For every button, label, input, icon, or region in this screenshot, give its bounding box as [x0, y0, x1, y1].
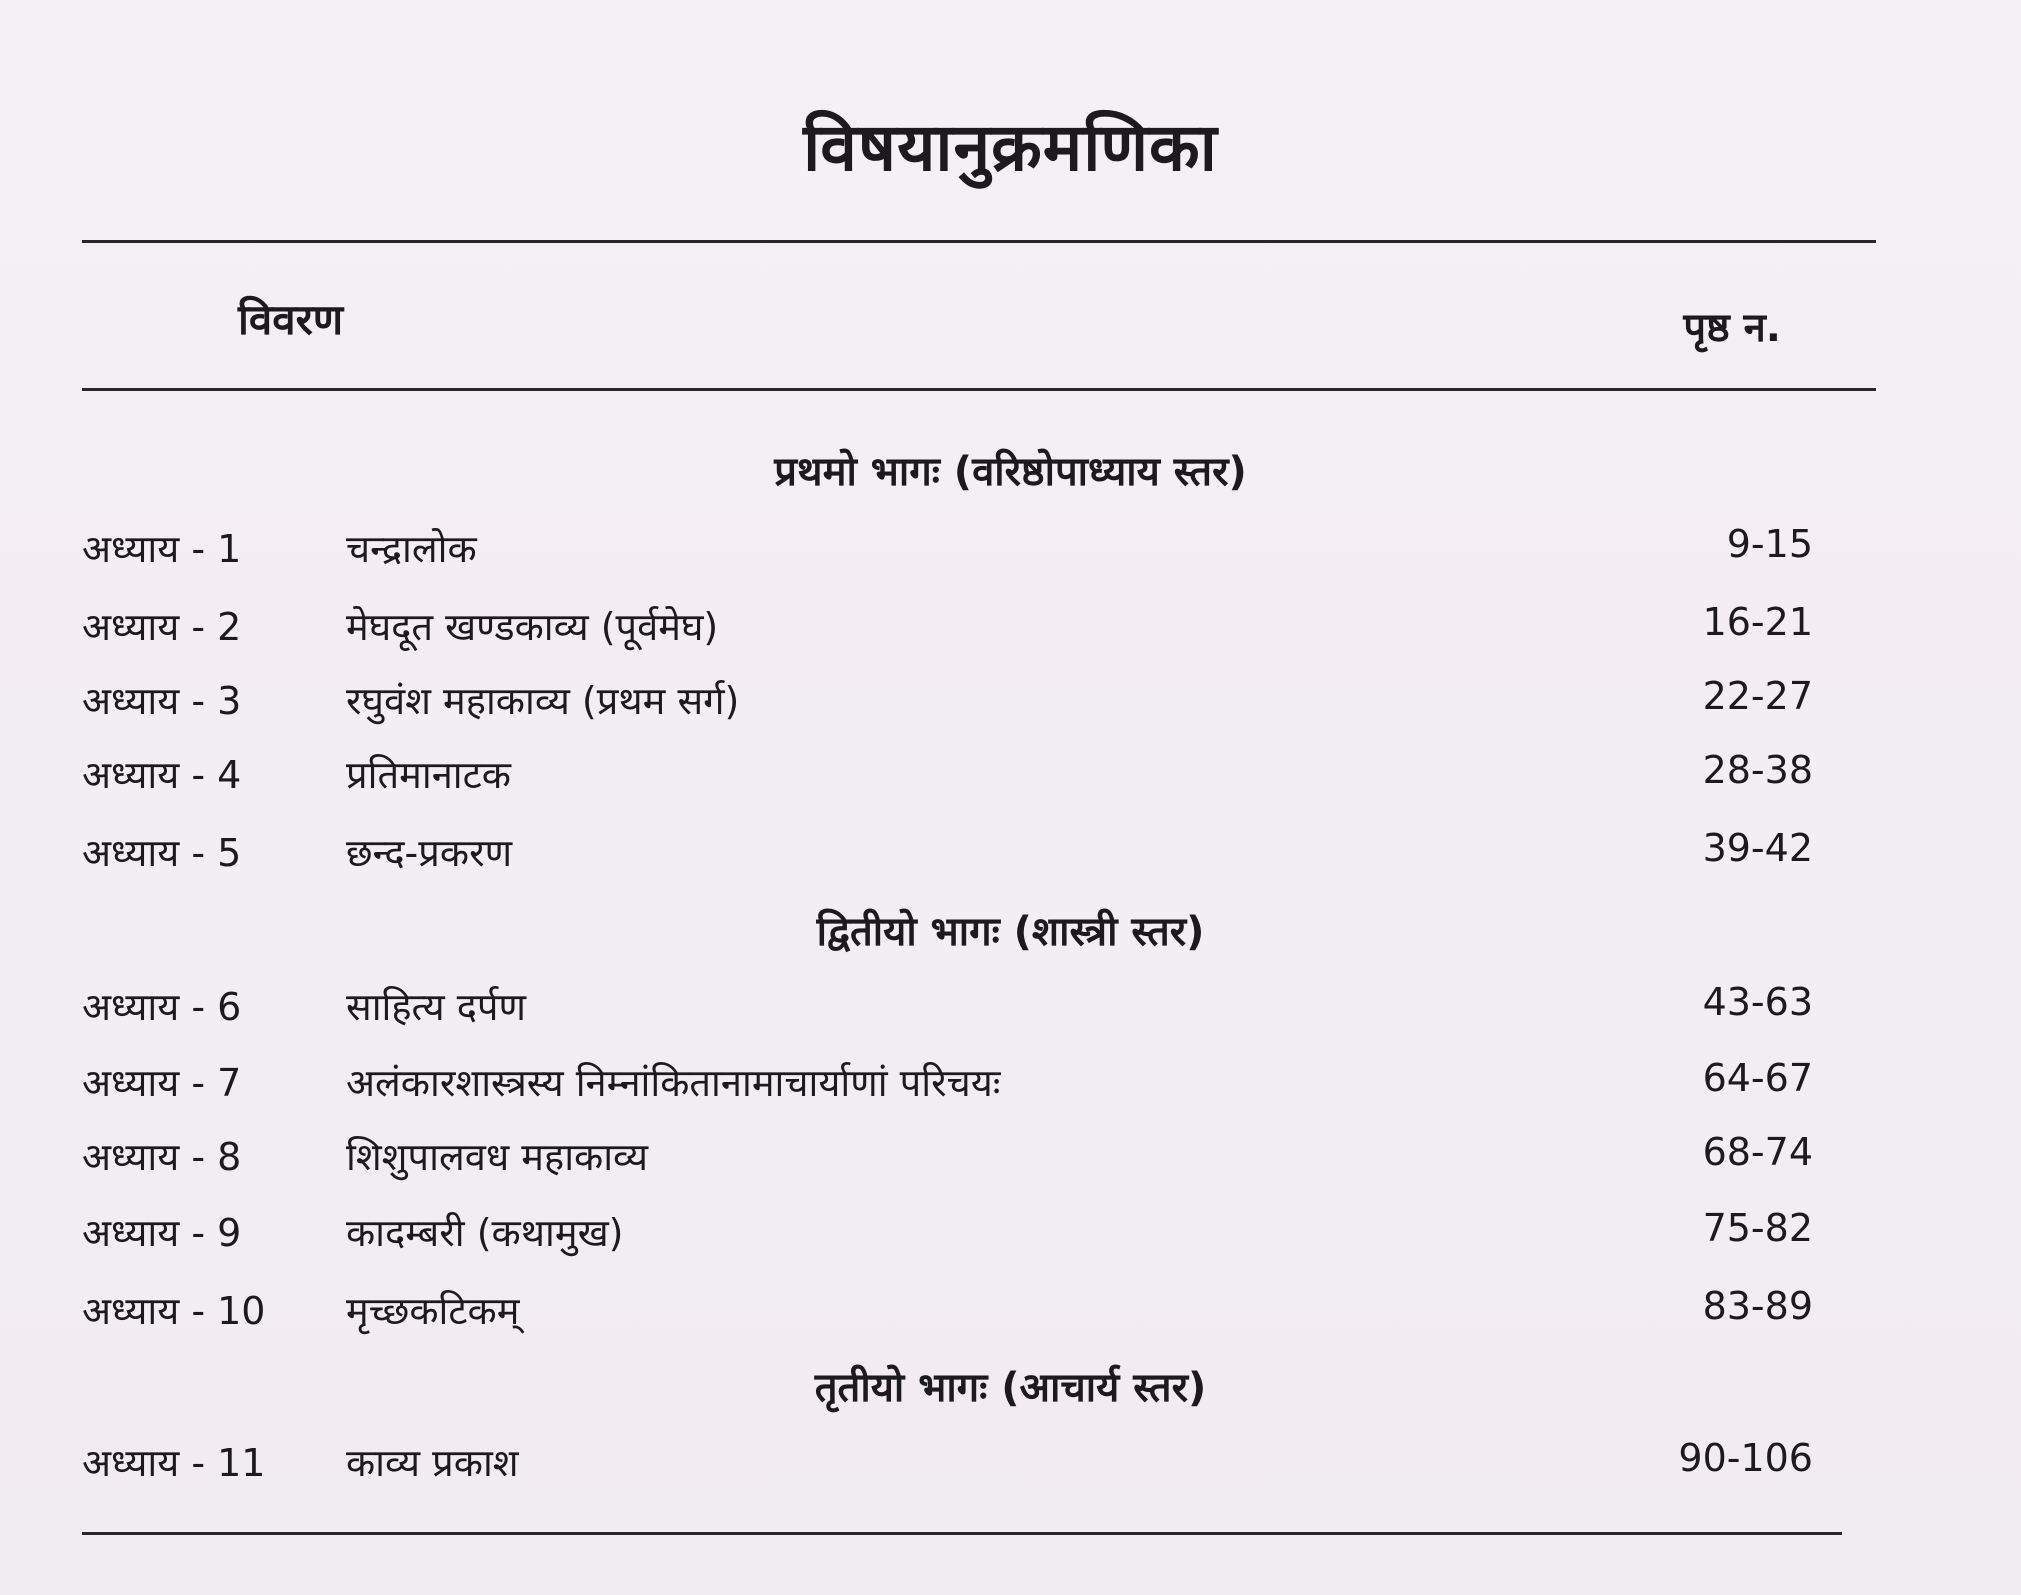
- page-title: विषयानुक्रमणिका: [803, 109, 1218, 186]
- chapter-topic: काव्य प्रकाश: [346, 1441, 519, 1485]
- chapter-topic: साहित्य दर्पण: [346, 985, 526, 1029]
- divider-bottom: [82, 1532, 1842, 1535]
- chapter-number: अध्याय - 7: [82, 1061, 242, 1105]
- chapter-pages: 75-82: [1702, 1206, 1813, 1250]
- chapter-number: अध्याय - 2: [82, 605, 242, 649]
- chapter-pages: 90-106: [1678, 1436, 1813, 1480]
- toc-row[interactable]: [0, 748, 2021, 804]
- chapter-pages: 83-89: [1702, 1284, 1813, 1328]
- chapter-pages: 22-27: [1702, 674, 1813, 718]
- chapter-number: अध्याय - 11: [82, 1441, 266, 1485]
- chapter-pages: 9-15: [1726, 522, 1813, 566]
- chapter-topic: कादम्बरी (कथामुख): [346, 1211, 624, 1255]
- column-header-page: पृष्ठ न.: [1683, 305, 1781, 351]
- section-title: तृतीयो भागः (आचार्य स्तर): [814, 1365, 1207, 1411]
- chapter-topic: छन्द-प्रकरण: [346, 831, 513, 875]
- chapter-number: अध्याय - 8: [82, 1135, 242, 1179]
- toc-row[interactable]: [0, 1206, 2021, 1262]
- chapter-number: अध्याय - 9: [82, 1211, 242, 1255]
- chapter-number: अध्याय - 3: [82, 679, 242, 723]
- toc-row[interactable]: [0, 522, 2021, 578]
- divider-header: [82, 388, 1876, 391]
- toc-row[interactable]: [0, 674, 2021, 730]
- toc-row[interactable]: [0, 1436, 2021, 1492]
- chapter-number: अध्याय - 1: [82, 527, 242, 571]
- toc-row[interactable]: [0, 1284, 2021, 1340]
- chapter-pages: 39-42: [1702, 826, 1813, 870]
- section-title: द्वितीयो भागः (शास्त्री स्तर): [816, 909, 1205, 955]
- chapter-topic: मेघदूत खण्डकाव्य (पूर्वमेघ): [346, 605, 719, 649]
- chapter-topic: रघुवंश महाकाव्य (प्रथम सर्ग): [346, 679, 740, 723]
- chapter-topic: अलंकारशास्त्रस्य निम्नांकितानामाचार्याणां परिचयः: [346, 1061, 1001, 1105]
- chapter-number: अध्याय - 10: [82, 1289, 266, 1333]
- toc-row[interactable]: [0, 1130, 2021, 1186]
- divider-top: [82, 240, 1876, 243]
- chapter-number: अध्याय - 6: [82, 985, 242, 1029]
- chapter-pages: 28-38: [1702, 748, 1813, 792]
- chapter-topic: प्रतिमानाटक: [346, 753, 511, 797]
- chapter-pages: 64-67: [1702, 1056, 1813, 1100]
- toc-row[interactable]: [0, 980, 2021, 1036]
- column-header-description: विवरण: [238, 295, 344, 344]
- chapter-pages: 16-21: [1702, 600, 1813, 644]
- toc-row[interactable]: [0, 600, 2021, 656]
- chapter-pages: 43-63: [1702, 980, 1813, 1024]
- toc-row[interactable]: [0, 1056, 2021, 1112]
- chapter-topic: चन्द्रालोक: [346, 527, 477, 571]
- chapter-topic: शिशुपालवध महाकाव्य: [346, 1135, 649, 1179]
- section-title: प्रथमो भागः (वरिष्ठोपाध्याय स्तर): [774, 449, 1247, 495]
- chapter-topic: मृच्छकटिकम्: [346, 1289, 520, 1333]
- chapter-number: अध्याय - 4: [82, 753, 242, 797]
- chapter-pages: 68-74: [1702, 1130, 1813, 1174]
- chapter-number: अध्याय - 5: [82, 831, 242, 875]
- toc-row[interactable]: [0, 826, 2021, 882]
